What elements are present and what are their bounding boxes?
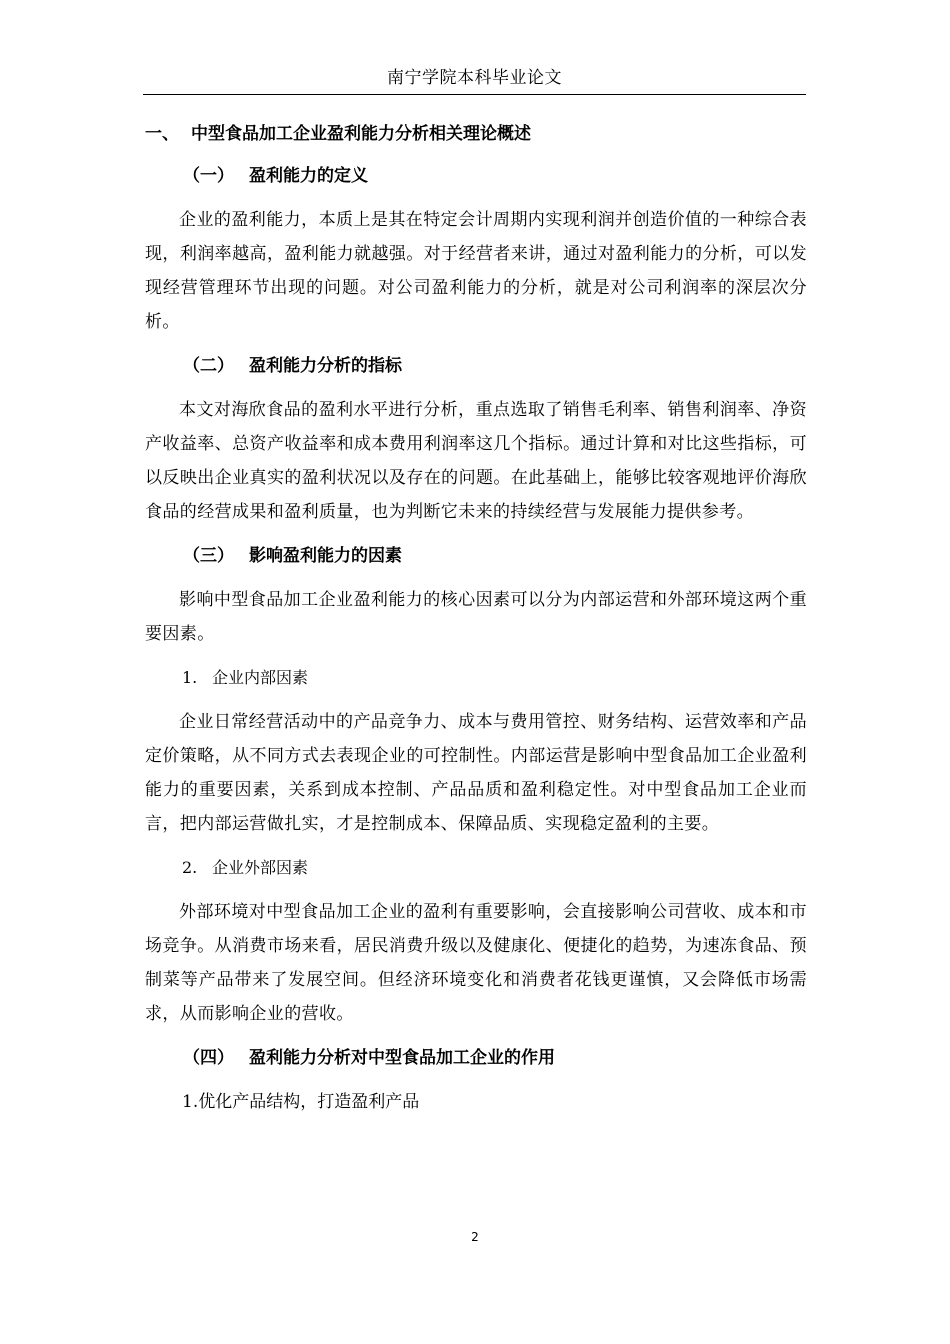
subsection-number: （四） [183, 1048, 234, 1068]
body-content [145, 114, 807, 1124]
paragraph-factors: 影响中型食品加工企业盈利能力的核心因素可以分为内部运营和外部环境这两个重要因素。 [145, 590, 807, 644]
subsection-heading-3 [145, 534, 807, 578]
item-heading-external [145, 846, 807, 890]
subsection-number: （一） [183, 166, 234, 186]
header-divider [143, 94, 806, 95]
subsection-number: （三） [183, 546, 234, 566]
section-heading-1 [145, 114, 807, 154]
item-title: 企业外部因素 [212, 858, 309, 877]
paragraph-external-factors: 外部环境对中型食品加工企业的盈利有重要影响，会直接影响公司营收、成本和市场竞争。从消费市场来看，居民消费升级以及健康化、便捷化的趋势，为速冻食品、预制菜等产品带来了发展空间。但经济环境变化和消费者花钱更谨慎，又会降低市场需求，从而影响企业的营收。 [145, 902, 807, 1024]
subsection-title: 盈利能力的定义 [249, 166, 368, 186]
paragraph-internal-factors: 企业日常经营活动中的产品竞争力、成本与费用管控、财务结构、运营效率和产品定价策略，从不同方式去表现企业的可控制性。内部运营是影响中型食品加工企业盈利能力的重要因素，关系到成本控制、产品品质和盈利稳定性。对中型食品加工企业而言，把内部运营做扎实，才是控制成本、保障品质、实现稳定盈利的主要。 [145, 712, 807, 834]
subsection-heading-1 [145, 154, 807, 198]
running-header: 南宁学院本科毕业论文 [387, 68, 562, 88]
paragraph-definition: 企业的盈利能力，本质上是其在特定会计周期内实现利润并创造价值的一种综合表现，利润率越高，盈利能力就越强。对于经营者来讲，通过对盈利能力的分析，可以发现经营管理环节出现的问题。对公司盈利能力的分析，就是对公司利润率的深层次分析。 [145, 210, 807, 332]
subsection-title: 盈利能力分析对中型食品加工企业的作用 [249, 1048, 555, 1068]
subsection-title: 盈利能力分析的指标 [249, 356, 402, 376]
item-number: 1. [182, 668, 198, 687]
subsection-heading-2 [145, 344, 807, 388]
item-heading-internal [145, 656, 807, 700]
item-heading-optimize: 1.优化产品结构，打造盈利产品 [182, 1092, 420, 1112]
paragraph-indicators: 本文对海欣食品的盈利水平进行分析，重点选取了销售毛利率、销售利润率、净资产收益率、总资产收益率和成本费用利润率这几个指标。通过计算和对比这些指标，可以反映出企业真实的盈利状况以及存在的问题。在此基础上，能够比较客观地评价海欣食品的经营成果和盈利质量，也为判断它未来的持续经营与发展能力提供参考。 [145, 400, 807, 522]
subsection-title: 影响盈利能力的因素 [249, 546, 402, 566]
page-number: 2 [471, 1230, 479, 1244]
subsection-heading-4 [145, 1036, 807, 1080]
section-title: 中型食品加工企业盈利能力分析相关理论概述 [191, 124, 531, 144]
item-title: 企业内部因素 [212, 668, 309, 687]
subsection-number: （二） [183, 356, 234, 376]
section-number: 一、 [145, 124, 179, 144]
item-number: 2. [182, 858, 198, 877]
